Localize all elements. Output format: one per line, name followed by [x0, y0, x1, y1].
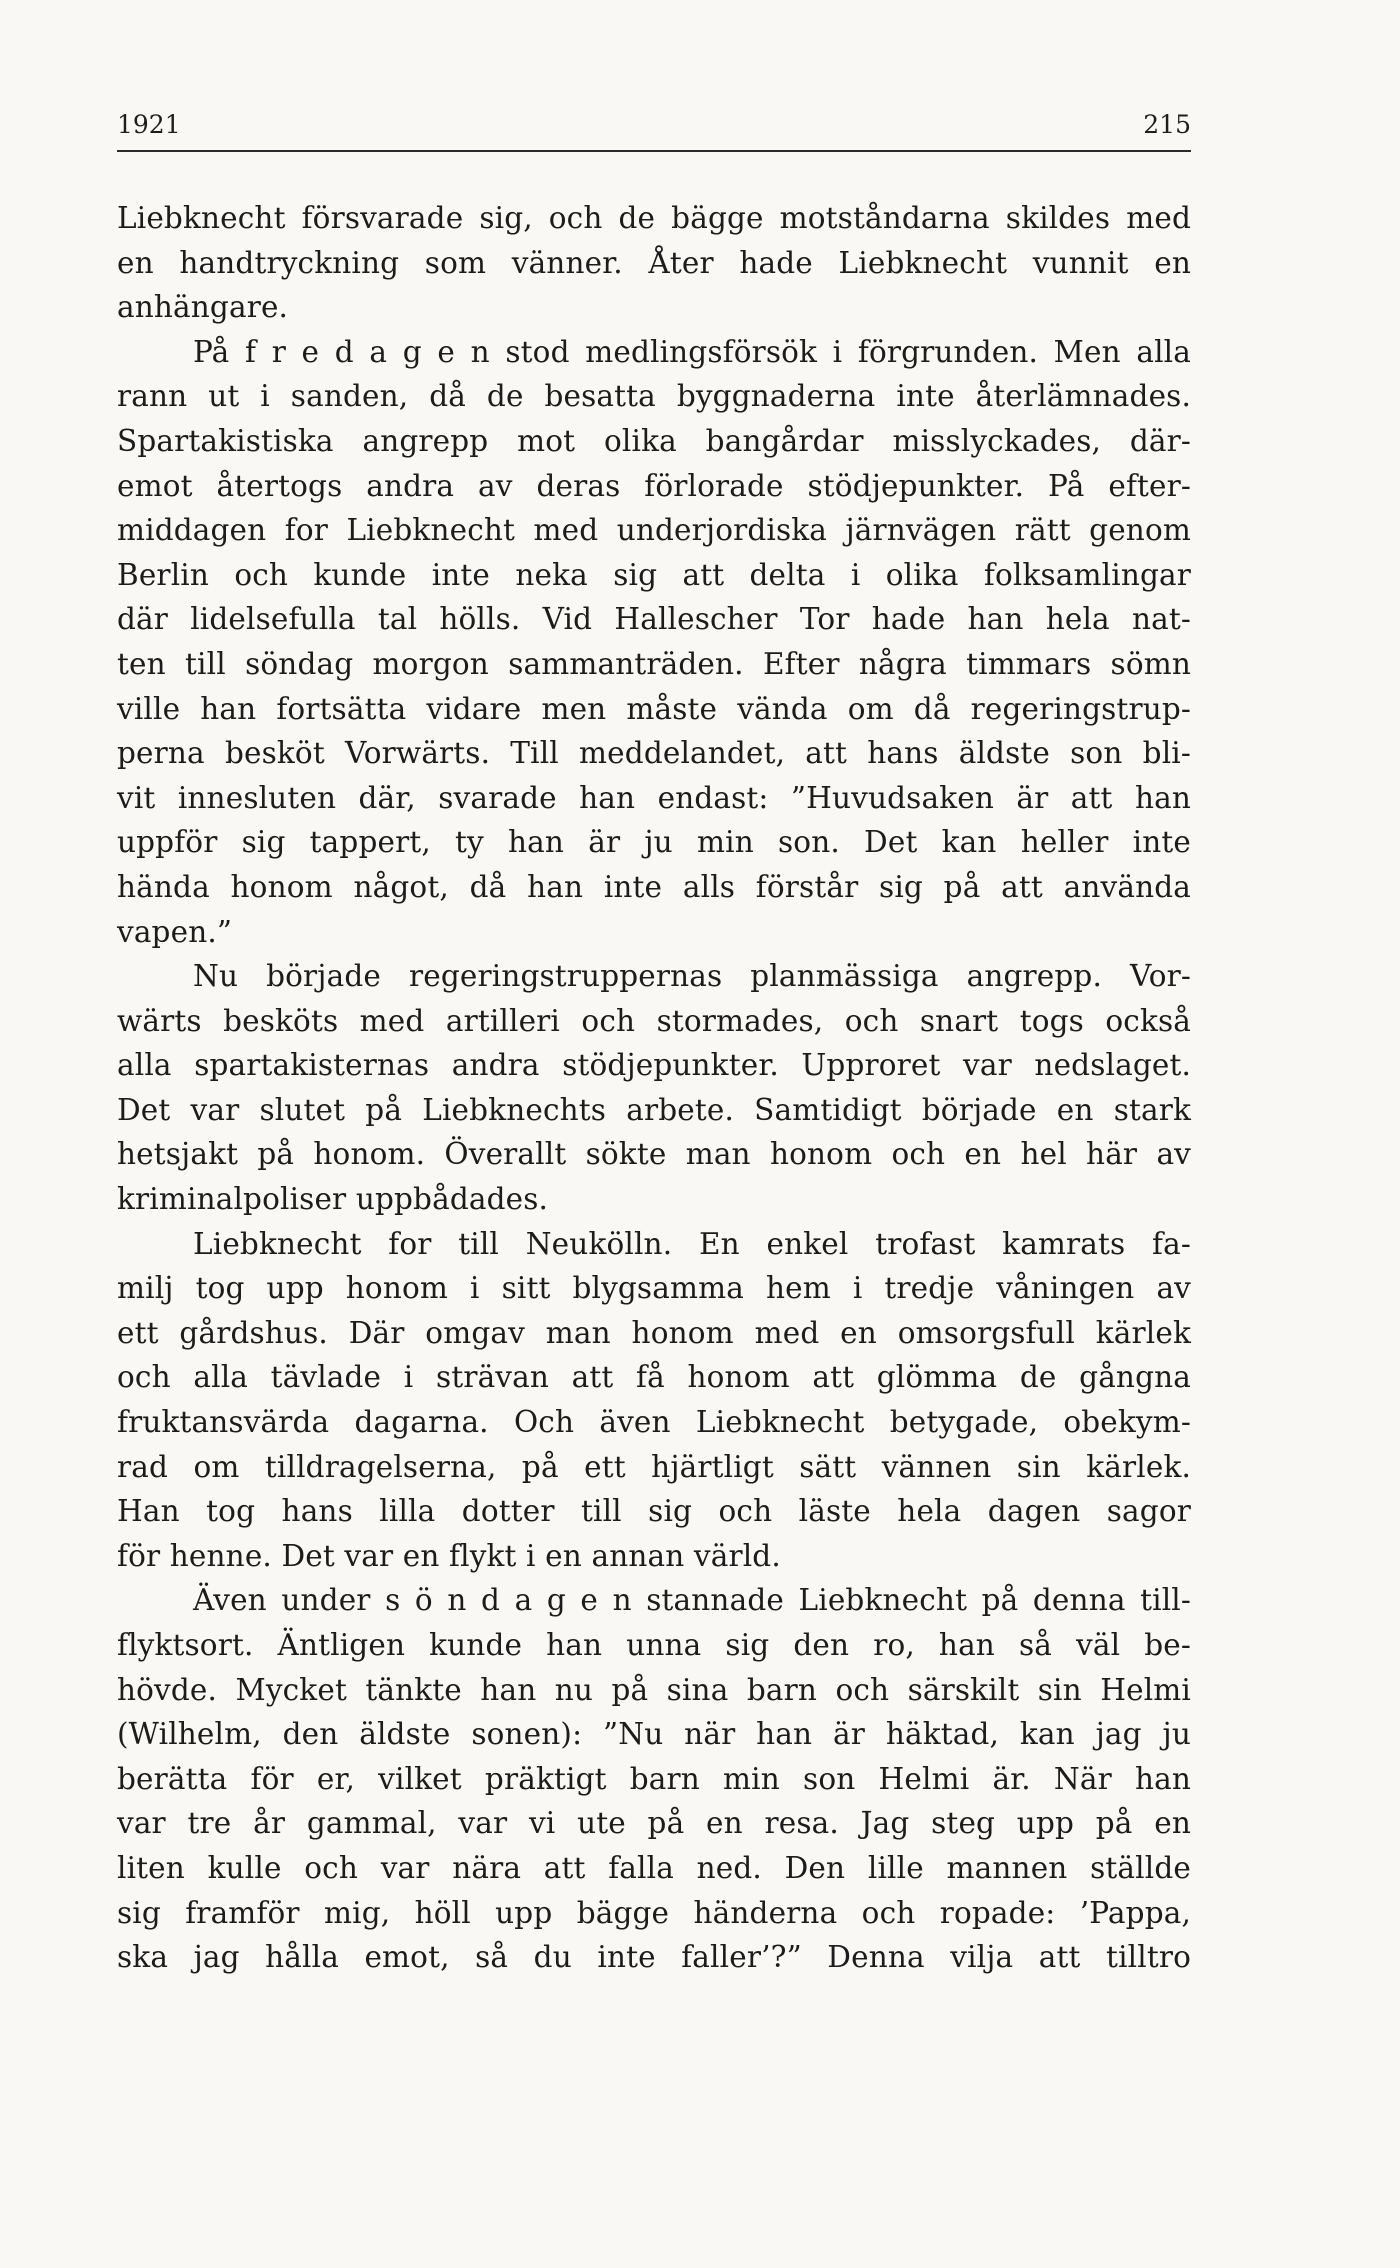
page-header	[117, 106, 1191, 152]
header-year: 1921	[117, 110, 181, 139]
text-line: rad om tilldragelserna, på ett hjärtligt sätt vännen sin kärlek.	[117, 1449, 1191, 1484]
text-line: ska jag hålla emot, så du inte faller’?” Denna vilja att tilltro	[117, 1940, 1191, 1975]
text-line: wärts besköts med artilleri och stormades, och snart togs också	[117, 1003, 1191, 1038]
text-line: där lidelsefulla tal hölls. Vid Hallescher Tor hade han hela nat-	[117, 602, 1191, 637]
text-line: flyktsort. Äntligen kunde han unna sig den ro, han så väl be-	[117, 1628, 1191, 1662]
text-line: rann ut i sanden, då de besatta byggnaderna inte återlämnades.	[117, 379, 1191, 414]
text-line: och alla tävlade i strävan att få honom att glömma de gångna	[117, 1360, 1191, 1395]
text-line: var tre år gammal, var vi ute på en resa. Jag steg upp på en	[117, 1806, 1191, 1841]
text-line: ett gårdshus. Där omgav man honom med en omsorgsfull kärlek	[117, 1315, 1191, 1350]
text-line: Han tog hans lilla dotter till sig och läste hela dagen sagor	[117, 1494, 1191, 1529]
text-line: hetsjakt på honom. Överallt sökte man honom och en hel här av	[117, 1137, 1191, 1172]
text-line: anhängare.	[117, 290, 289, 325]
text-line: ten till söndag morgon sammanträden. Efter några timmars sömn	[117, 646, 1191, 681]
text-line: hövde. Mycket tänkte han nu på sina barn och särskilt sin Helmi	[117, 1672, 1191, 1707]
text-line: fruktansvärda dagarna. Och även Liebknecht betygade, obekym-	[117, 1405, 1191, 1440]
text-line: emot återtogs andra av deras förlorade stödjepunkter. På efter-	[117, 468, 1191, 503]
text-line: Berlin och kunde inte neka sig att delta i olika folksamlingar	[117, 557, 1191, 592]
text-line: berätta för er, vilket präktigt barn min son Helmi är. När han	[117, 1761, 1191, 1796]
text-line: milj tog upp honom i sitt blygsamma hem i tredje våningen av	[117, 1271, 1191, 1306]
text-line: På f r e d a g e n stod medlingsförsök i förgrunden. Men alla	[193, 334, 1191, 369]
text-line: middagen for Liebknecht med underjordiska järnvägen rätt genom	[117, 513, 1191, 548]
text-line: ville han fortsätta vidare men måste vända om då regeringstrup-	[117, 691, 1191, 726]
text-line: Det var slutet på Liebknechts arbete. Samtidigt började en stark	[117, 1092, 1191, 1127]
text-line: uppför sig tappert, ty han är ju min son. Det kan heller inte	[117, 825, 1191, 860]
page-number: 215	[1143, 110, 1191, 139]
text-line: alla spartakisternas andra stödjepunkter. Upproret var nedslaget.	[117, 1048, 1191, 1083]
text-line: Spartakistiska angrepp mot olika bangårdar misslyckades, där-	[117, 423, 1191, 458]
text-line: kriminalpoliser uppbådades.	[117, 1182, 549, 1217]
text-line: perna besköt Vorwärts. Till meddelandet, att hans äldste son bli-	[117, 736, 1191, 771]
text-line: för henne. Det var en flykt i en annan värld.	[117, 1538, 781, 1573]
text-line: Även under s ö n d a g e n stannade Liebknecht på denna till-	[193, 1583, 1191, 1618]
text-line: (Wilhelm, den äldste sonen): ”Nu när han är häktad, kan jag ju	[117, 1717, 1191, 1752]
text-line: vapen.”	[117, 914, 233, 949]
text-line: en handtryckning som vänner. Åter hade Liebknecht vunnit en	[117, 245, 1191, 280]
text-line: vit innesluten där, svarade han endast: ”Huvudsaken är att han	[117, 780, 1191, 815]
text-line: Liebknecht for till Neukölln. En enkel trofast kamrats fa-	[193, 1226, 1191, 1261]
body-text	[117, 196, 1191, 1980]
text-line: hända honom något, då han inte alls förstår sig på att använda	[117, 869, 1191, 904]
text-line: sig framför mig, höll upp bägge händerna och ropade: ’Pappa,	[117, 1895, 1191, 1930]
text-line: Nu började regeringstruppernas planmässiga angrepp. Vor-	[193, 959, 1191, 994]
text-line: liten kulle och var nära att falla ned. Den lille mannen ställde	[117, 1850, 1191, 1885]
text-line: Liebknecht försvarade sig, och de bägge motståndarna skildes med	[117, 201, 1191, 235]
